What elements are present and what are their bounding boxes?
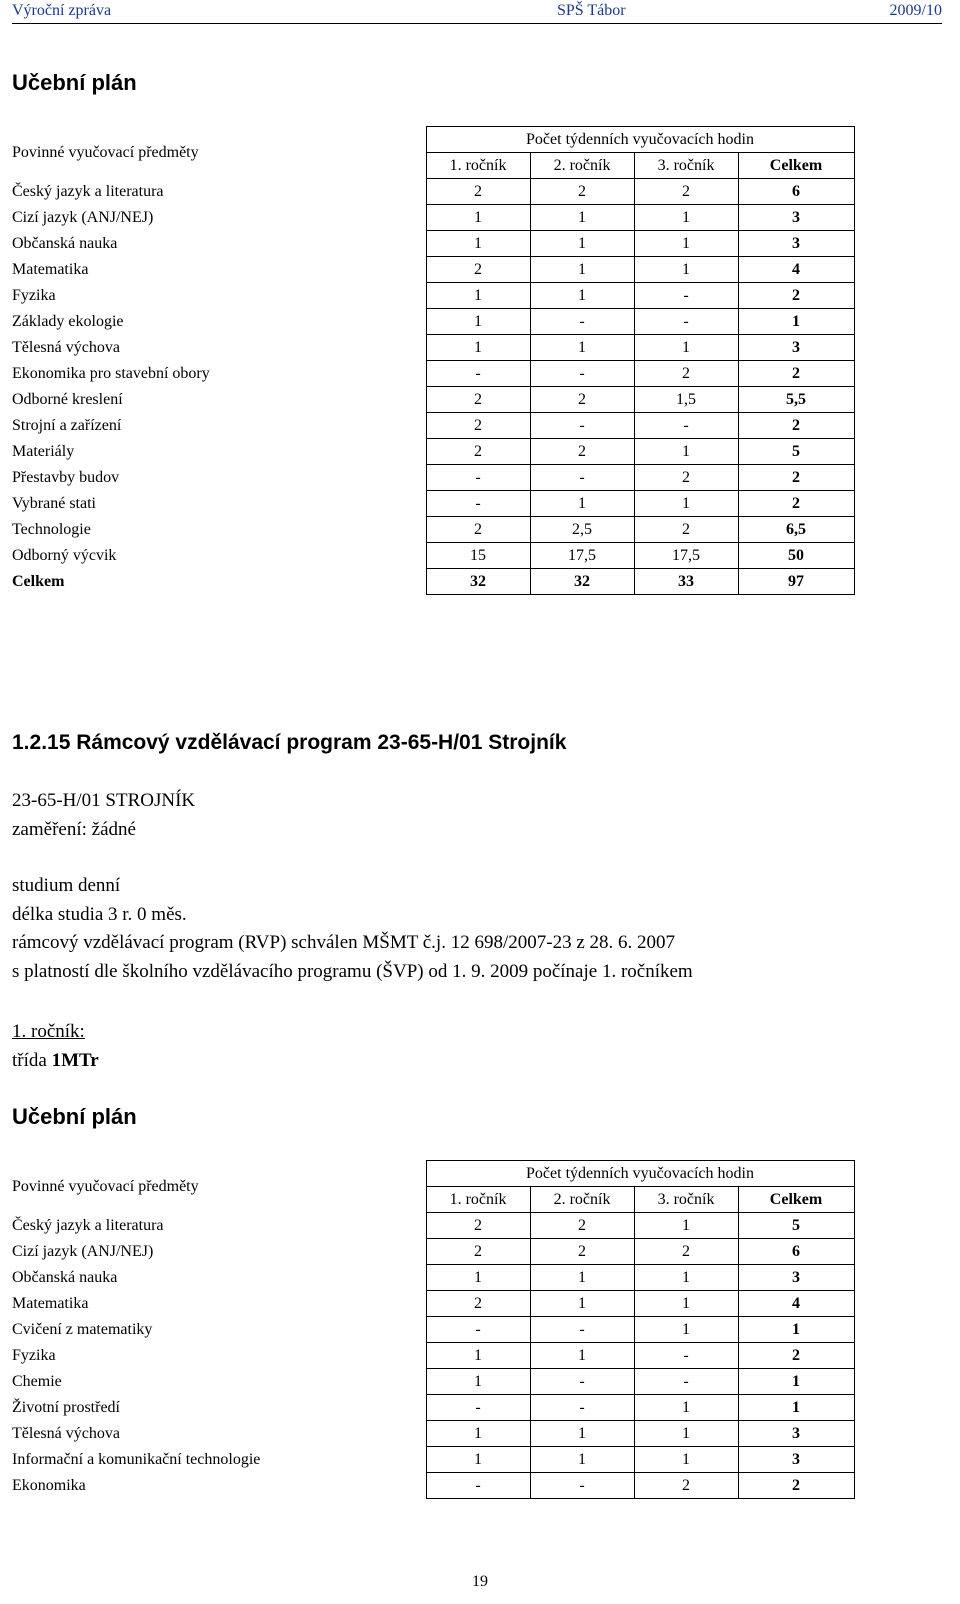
hours-cell: - [530, 1369, 634, 1395]
hours-cell: 1 [634, 231, 738, 257]
plan1-title: Učební plán [12, 70, 137, 95]
table-row [12, 309, 854, 335]
table-row [12, 179, 854, 205]
total-hours-cell: 3 [738, 335, 854, 361]
subject-name: Materiály [12, 443, 75, 460]
header-left: Výroční zpráva [12, 2, 112, 19]
table-row [12, 465, 854, 491]
hours-cell: - [530, 361, 634, 387]
hours-cell: 1 [530, 1265, 634, 1291]
subject-name: Český jazyk a literatura [12, 1217, 164, 1234]
subject-name: Odborný výcvik [12, 547, 117, 564]
hours-cell: 2 [426, 257, 530, 283]
plan1-col-year3: 3. ročník [634, 153, 738, 179]
hours-cell: 2 [530, 1239, 634, 1265]
hours-cell: 2 [426, 1291, 530, 1317]
hours-cell: 17,5 [634, 543, 738, 569]
hours-cell: 1 [426, 1447, 530, 1473]
plan2-title: Učební plán [12, 1104, 137, 1129]
plan2-col-subjects: Povinné vyučovací předměty [12, 1178, 199, 1195]
total-hours-cell: 2 [738, 491, 854, 517]
subject-name: Cvičení z matematiky [12, 1321, 153, 1338]
hours-cell: 1 [426, 335, 530, 361]
hours-cell: 1 [634, 1291, 738, 1317]
hours-cell: 2 [530, 387, 634, 413]
hours-cell: 2 [426, 439, 530, 465]
table-row [12, 1239, 854, 1265]
hours-cell: 1 [530, 1421, 634, 1447]
total-hours-cell: 1 [738, 1369, 854, 1395]
hours-cell: - [634, 413, 738, 439]
hours-cell: 32 [426, 569, 530, 595]
subject-name: Vybrané stati [12, 495, 96, 512]
rvp-approval: rámcový vzdělávací program (RVP) schválen MŠMT č.j. 12 698/2007-23 z 28. 6. 2007 [12, 932, 675, 953]
page-header [12, 0, 942, 24]
table-row [12, 1317, 854, 1343]
subject-name: Fyzika [12, 1347, 56, 1364]
hours-cell: 1 [530, 1343, 634, 1369]
hours-cell: 2 [634, 1239, 738, 1265]
hours-cell: 1 [530, 283, 634, 309]
hours-cell: 1 [426, 1343, 530, 1369]
table-row [12, 1265, 854, 1291]
plan1-col-year1: 1. ročník [426, 153, 530, 179]
hours-cell: 1 [634, 439, 738, 465]
table-row [12, 1473, 854, 1499]
hours-cell: 2 [634, 1473, 738, 1499]
class-info [12, 1018, 99, 1075]
study-info [12, 872, 693, 986]
hours-cell: 2 [426, 1213, 530, 1239]
total-hours-cell: 3 [738, 231, 854, 257]
total-hours-cell: 3 [738, 205, 854, 231]
subject-name: Chemie [12, 1373, 62, 1390]
hours-cell: 1 [426, 1265, 530, 1291]
total-hours-cell: 5 [738, 1213, 854, 1239]
hours-cell: - [426, 1473, 530, 1499]
table-row [12, 569, 854, 595]
hours-cell: 1 [530, 231, 634, 257]
total-hours-cell: 2 [738, 413, 854, 439]
table-row [12, 517, 854, 543]
total-hours-cell: 5,5 [738, 387, 854, 413]
table-row [12, 1395, 854, 1421]
hours-cell: 1 [426, 231, 530, 257]
table-row [12, 257, 854, 283]
hours-cell: 1 [634, 1265, 738, 1291]
hours-cell: 1 [530, 205, 634, 231]
program-focus: zaměření: žádné [12, 818, 136, 840]
hours-cell: 1,5 [634, 387, 738, 413]
total-hours-cell: 2 [738, 1343, 854, 1369]
table-row [12, 205, 854, 231]
total-hours-cell: 2 [738, 361, 854, 387]
hours-cell: - [426, 1395, 530, 1421]
total-hours-cell: 6 [738, 179, 854, 205]
hours-cell: - [530, 309, 634, 335]
program-info [12, 787, 195, 844]
year-label: 1. ročník: [12, 1021, 85, 1042]
total-hours-cell: 1 [738, 1317, 854, 1343]
subject-name: Technologie [12, 521, 91, 538]
plan2-table [12, 1160, 855, 1499]
total-hours-cell: 1 [738, 1395, 854, 1421]
hours-cell: - [530, 1317, 634, 1343]
plan1-header-row [12, 127, 854, 153]
table-row [12, 283, 854, 309]
hours-cell: - [634, 1343, 738, 1369]
hours-cell: - [634, 309, 738, 335]
hours-cell: - [426, 465, 530, 491]
hours-cell: 1 [530, 491, 634, 517]
svp-validity: s platností dle školního vzdělávacího programu (ŠVP) od 1. 9. 2009 počínaje 1. ročníkem [12, 960, 693, 982]
table-row [12, 387, 854, 413]
hours-cell: 1 [634, 1213, 738, 1239]
hours-cell: 2 [426, 413, 530, 439]
hours-cell: 2 [634, 179, 738, 205]
hours-cell: - [634, 1369, 738, 1395]
plan1-col-group: Počet týdenních vyučovacích hodin [426, 127, 854, 153]
table-row [12, 543, 854, 569]
hours-cell: 2,5 [530, 517, 634, 543]
subject-name: Fyzika [12, 287, 56, 304]
table-row [12, 231, 854, 257]
hours-cell: 2 [426, 179, 530, 205]
hours-cell: 2 [530, 1213, 634, 1239]
subject-name: Cizí jazyk (ANJ/NEJ) [12, 209, 154, 226]
subject-name: Ekonomika pro stavební obory [12, 365, 210, 382]
hours-cell: 1 [530, 1291, 634, 1317]
hours-cell: 1 [634, 491, 738, 517]
subject-name: Cizí jazyk (ANJ/NEJ) [12, 1243, 154, 1260]
class-name: 1MTr [51, 1049, 99, 1071]
plan2-header-row [12, 1161, 854, 1187]
hours-cell: 1 [426, 1421, 530, 1447]
total-hours-cell: 1 [738, 309, 854, 335]
plan1-col-year2: 2. ročník [530, 153, 634, 179]
subject-name: Občanská nauka [12, 235, 118, 252]
study-length: délka studia 3 r. 0 měs. [12, 903, 187, 925]
table-row [12, 1343, 854, 1369]
hours-cell: 1 [530, 257, 634, 283]
hours-cell: - [426, 361, 530, 387]
table-row [12, 1213, 854, 1239]
page-number: 19 [472, 1573, 488, 1590]
table-row [12, 1421, 854, 1447]
class-line [12, 1047, 99, 1076]
table-row [12, 491, 854, 517]
hours-cell: 2 [530, 439, 634, 465]
section-heading: 1.2.15 Rámcový vzdělávací program 23-65-H/01 Strojník [12, 731, 567, 754]
total-hours-cell: 6,5 [738, 517, 854, 543]
subject-name: Ekonomika [12, 1477, 86, 1494]
hours-cell: 32 [530, 569, 634, 595]
subject-name: Matematika [12, 1295, 89, 1312]
hours-cell: - [426, 1317, 530, 1343]
hours-cell: - [530, 413, 634, 439]
hours-cell: 1 [634, 257, 738, 283]
hours-cell: 1 [634, 335, 738, 361]
subject-name: Základy ekologie [12, 313, 124, 330]
total-hours-cell: 2 [738, 283, 854, 309]
study-form: studium denní [12, 875, 121, 896]
table-row [12, 1291, 854, 1317]
subject-name: Matematika [12, 261, 89, 278]
hours-cell: 2 [634, 517, 738, 543]
plan2-col-year1: 1. ročník [426, 1187, 530, 1213]
subject-name: Tělesná výchova [12, 1425, 120, 1442]
hours-cell: 2 [530, 179, 634, 205]
hours-cell: 2 [426, 387, 530, 413]
hours-cell: - [530, 1395, 634, 1421]
table-row [12, 413, 854, 439]
hours-cell: 2 [426, 517, 530, 543]
header-right: 2009/10 [889, 2, 942, 19]
total-hours-cell: 3 [738, 1265, 854, 1291]
hours-cell: 15 [426, 543, 530, 569]
subject-name: Celkem [12, 573, 65, 590]
total-hours-cell: 3 [738, 1447, 854, 1473]
total-hours-cell: 50 [738, 543, 854, 569]
plan2-col-total: Celkem [738, 1187, 854, 1213]
plan1-col-total: Celkem [738, 153, 854, 179]
class-prefix: třída [12, 1049, 52, 1071]
hours-cell: 2 [426, 1239, 530, 1265]
plan2-col-year2: 2. ročník [530, 1187, 634, 1213]
subject-name: Občanská nauka [12, 1269, 118, 1286]
hours-cell: 1 [634, 205, 738, 231]
hours-cell: 2 [634, 465, 738, 491]
subject-name: Tělesná výchova [12, 339, 120, 356]
table-row [12, 361, 854, 387]
total-hours-cell: 3 [738, 1421, 854, 1447]
hours-cell: 1 [634, 1421, 738, 1447]
plan1-table [12, 126, 855, 595]
program-code: 23-65-H/01 STROJNÍK [12, 790, 196, 811]
hours-cell: 1 [426, 309, 530, 335]
total-hours-cell: 2 [738, 1473, 854, 1499]
hours-cell: 1 [634, 1395, 738, 1421]
hours-cell: - [426, 491, 530, 517]
total-hours-cell: 6 [738, 1239, 854, 1265]
subject-name: Přestavby budov [12, 469, 120, 486]
total-hours-cell: 97 [738, 569, 854, 595]
subject-name: Český jazyk a literatura [12, 183, 164, 200]
table-row [12, 1447, 854, 1473]
hours-cell: 1 [426, 205, 530, 231]
table-row [12, 335, 854, 361]
hours-cell: - [530, 1473, 634, 1499]
total-hours-cell: 4 [738, 257, 854, 283]
hours-cell: 1 [530, 1447, 634, 1473]
hours-cell: 2 [634, 361, 738, 387]
total-hours-cell: 5 [738, 439, 854, 465]
hours-cell: 1 [530, 335, 634, 361]
subject-name: Informační a komunikační technologie [12, 1451, 261, 1468]
hours-cell: - [530, 465, 634, 491]
hours-cell: 33 [634, 569, 738, 595]
plan2-col-year3: 3. ročník [634, 1187, 738, 1213]
hours-cell: 1 [634, 1317, 738, 1343]
plan1-col-subjects: Povinné vyučovací předměty [12, 144, 199, 161]
total-hours-cell: 4 [738, 1291, 854, 1317]
hours-cell: - [634, 283, 738, 309]
hours-cell: 1 [634, 1447, 738, 1473]
total-hours-cell: 2 [738, 465, 854, 491]
hours-cell: 17,5 [530, 543, 634, 569]
table-row [12, 439, 854, 465]
subject-name: Odborné kreslení [12, 391, 123, 408]
plan2-col-group: Počet týdenních vyučovacích hodin [426, 1161, 854, 1187]
subject-name: Životní prostředí [12, 1399, 120, 1416]
subject-name: Strojní a zařízení [12, 417, 122, 434]
hours-cell: 1 [426, 283, 530, 309]
header-center: SPŠ Tábor [557, 2, 626, 19]
hours-cell: 1 [426, 1369, 530, 1395]
table-row [12, 1369, 854, 1395]
